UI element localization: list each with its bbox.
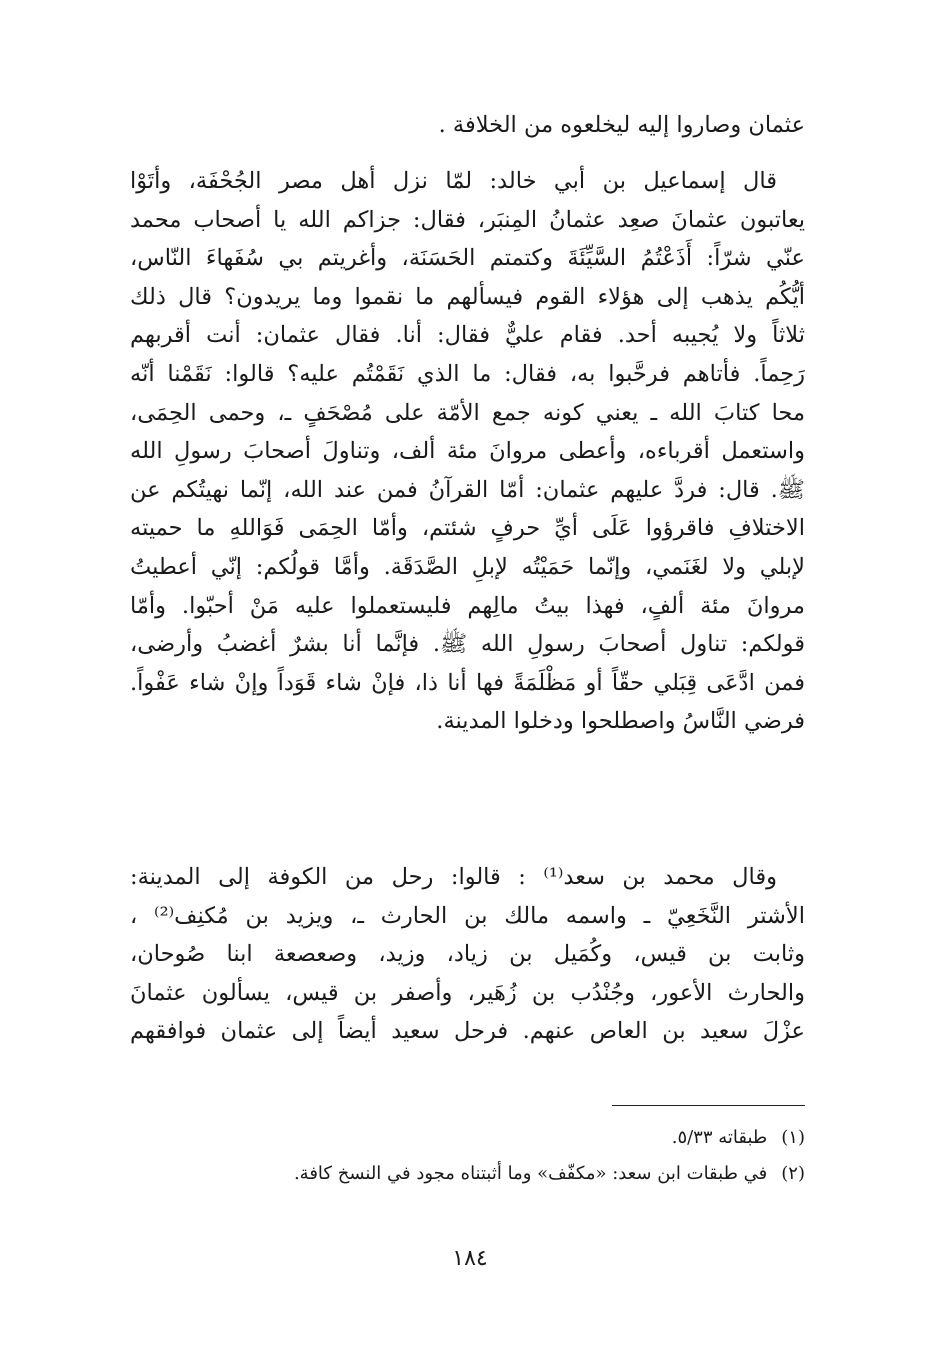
- paragraph-2: [130, 858, 805, 1051]
- text-line: ثلاثاً ولا يُجيبه أحد. فقام عليٌّ فقال: أنا. فقال عثمان: أنت أقربهم: [130, 322, 805, 349]
- footnote-2: [200, 1156, 805, 1192]
- page-number: ١٨٤: [452, 1246, 488, 1271]
- text-line: لإبلي ولا لغَنَمي، وإنّما حَمَيْتُه لإبلِ الصَّدَقَة. وأمَّا قولُكم: إنّي أعطيتُ: [130, 553, 805, 580]
- text-line: واستعمل أقرباءه، وأعطى مروانَ مئة ألف، وتناولَ أصحابَ رسولِ الله: [130, 438, 805, 465]
- intro-text: [130, 106, 805, 145]
- text-line: ﷺ. قال: فردَّ عليهم عثمان: أمّا القرآنُ فمن عند الله، إنّما نهيتُكم عن: [130, 476, 805, 503]
- text-line: وثابت بن قيس، وكُمَيل بن زياد، وزيد، وصعصعة ابنا صُوحان،: [130, 941, 805, 968]
- text-line: عثمان وصاروا إليه ليخلعوه من الخلافة .: [438, 112, 805, 138]
- text-line: فرضي النَّاسُ واصطلحوا ودخلوا المدينة.: [436, 708, 805, 735]
- text-line: عزْلَ سعيد بن العاص عنهم. فرحل سعيد أيضاً إلى عثمان فوافقهم: [130, 1018, 805, 1045]
- paragraph-1: [130, 162, 805, 741]
- text-line: وقال محمد بن سعد⁽¹⁾ : قالوا: رحل من الكوفة إلى المدينة:: [130, 864, 778, 890]
- footnote-divider: [612, 1105, 805, 1106]
- text-line: يعاتبون عثمانَ صعِد عثمانُ المِنبَر، فقال: جزاكم الله يا أصحاب محمد: [130, 206, 805, 233]
- text-line: مروانَ مئة ألفٍ، فهذا بيتُ مالِهم فليستعملوا عليه مَنْ أحبّوا. وأمّا: [130, 592, 805, 619]
- footnote-number: (٢): [781, 1163, 805, 1184]
- text-line: أيُّكُم يذهب إلى هؤلاء القوم فيسألهم ما نقموا وما يريدون؟ قال ذلك: [130, 283, 805, 310]
- text-line: قولكم: تناول أصحابَ رسولِ الله ﷺ. فإنَّما أنا بشرٌ أغضبُ وأرضى،: [130, 631, 805, 658]
- footnote-text: طبقاته ٥/٣٣.: [671, 1127, 768, 1148]
- text-line: رَحِماً. فأتاهم فرحَّبوا به، فقال: ما الذي نَقَمْتُم عليه؟ قالوا: نَقَمْنا أنّه: [130, 360, 805, 387]
- footnotes: [200, 1120, 805, 1192]
- footnote-text: في طبقات ابن سعد: «مكفّف» وما أثبتناه مجود في النسخ كافة.: [293, 1163, 768, 1184]
- text-line: الأشتر النَّخَعِيّ ـ واسمه مالك بن الحارث ـ، ويزيد بن مُكنِف⁽²⁾ ،: [130, 902, 805, 929]
- text-line: عنّي شرّاً: أَذَعْتُمُ السَّيِّئَةَ وكتمتم الحَسَنَة، وأغريتم بي سُفَهاءَ النّاس،: [130, 245, 805, 272]
- text-line: قال إسماعيل بن أبي خالد: لمّا نزل أهل مصر الجُحْفَة، وأتَوْا: [130, 168, 777, 194]
- text-line: فمن ادَّعَى قِبَلي حقّاً أو مَظْلَمَةً فها أنا ذا، فإنْ شاء قَوَداً وإنْ شاء عَفْواً.: [130, 669, 805, 696]
- text-line: الاختلافِ فاقرؤوا عَلَى أيِّ حرفٍ شئتم، وأمّا الحِمَى فَوَاللهِ ما حميته: [130, 515, 805, 542]
- text-line: والحارث الأعور، وجُنْدُب بن زُهَير، وأصفر بن قيس، يسألون عثمانَ: [130, 979, 805, 1006]
- text-line: محا كتابَ الله ـ يعني كونه جمع الأمّة على مُصْحَفٍ ـ، وحمى الحِمَى،: [130, 399, 805, 426]
- footnote-number: (١): [781, 1127, 805, 1148]
- footnote-1: [200, 1120, 805, 1156]
